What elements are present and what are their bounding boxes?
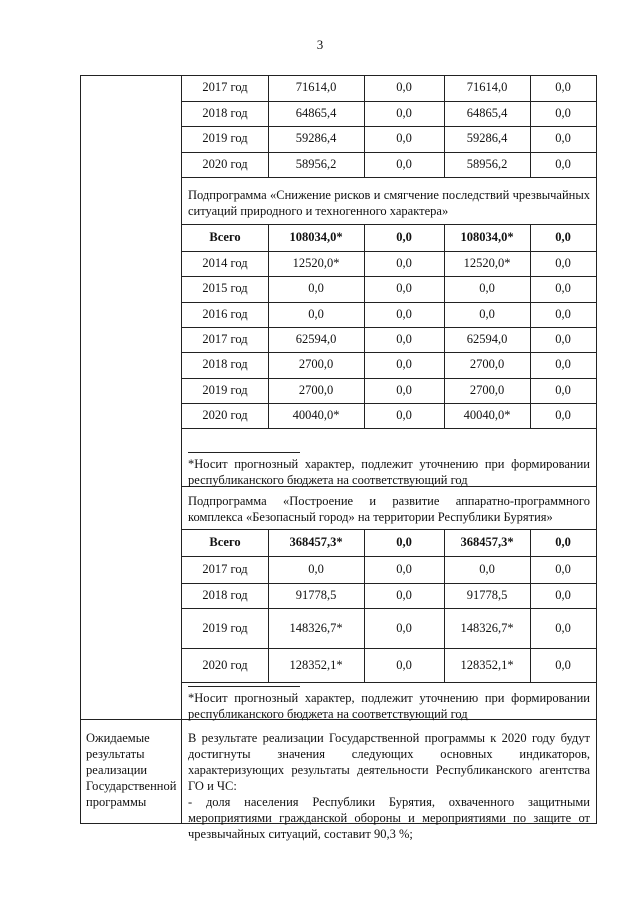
year-cell: 2014 год: [202, 256, 248, 271]
value-cell: 0,0: [396, 407, 412, 422]
value-cell: 64865,4: [295, 105, 337, 120]
year-cell: 2020 год: [202, 407, 248, 422]
value-cell: 40040,0*: [463, 407, 511, 422]
year-cell: 2018 год: [202, 357, 248, 372]
value-cell: 58956,2: [295, 156, 337, 171]
value-cell: 0,0: [308, 281, 324, 296]
footnote1-text: *Носит прогнозный характер, подлежит уточнению при формировании республиканского бюджета на соответствующий год: [188, 457, 590, 487]
footnote2-text: *Носит прогнозный характер, подлежит уточнению при формировании республиканского бюджета на соответствующий год: [188, 691, 590, 721]
value-cell: 59286,4: [295, 131, 337, 146]
value-cell: 0,0: [396, 80, 412, 95]
value-cell: 0,0: [555, 281, 571, 296]
value-cell: 2700,0: [298, 357, 334, 372]
value-cell: 0,0: [555, 407, 571, 422]
table2-rule: [182, 428, 596, 429]
value-cell: 2700,0: [469, 382, 505, 397]
value-cell: 128352,1*: [289, 657, 343, 672]
value-cell: 62594,0: [295, 332, 337, 347]
value-cell: 0,0: [479, 281, 495, 296]
value-cell: 58956,2: [466, 156, 508, 171]
value-cell: 71614,0: [295, 80, 337, 95]
value-cell: 62594,0: [466, 332, 508, 347]
value-cell: 0,0: [396, 256, 412, 271]
value-cell: 12520,0*: [463, 256, 511, 271]
value-cell: 2700,0: [469, 357, 505, 372]
value-cell: 0,0: [396, 306, 412, 321]
value-cell: 64865,4: [466, 105, 508, 120]
value-cell: 2700,0: [298, 382, 334, 397]
value-cell: 0,0: [555, 562, 571, 576]
value-cell: 91778,5: [295, 588, 337, 602]
value-cell: 0,0: [396, 105, 412, 120]
year-cell: 2018 год: [202, 105, 248, 120]
value-cell: 40040,0*: [292, 407, 340, 422]
value-cell: 0,0: [396, 382, 412, 397]
value-cell: 0,0: [479, 562, 495, 576]
value-cell: 0,0: [555, 80, 571, 95]
value-cell: 368457,3*: [460, 535, 514, 549]
expected-results-label: Ожидаемые результаты реализации Государственной программы: [86, 731, 177, 809]
value-cell: 0,0: [396, 357, 412, 372]
value-cell: 0,0: [555, 156, 571, 171]
value-cell: 0,0: [555, 382, 571, 397]
value-cell: 0,0: [555, 620, 571, 635]
year-cell: 2020 год: [202, 657, 248, 672]
year-cell: 2019 год: [202, 620, 248, 635]
value-cell: 0,0: [479, 306, 495, 321]
value-cell: 0,0: [396, 332, 412, 347]
table3-rule: [182, 682, 596, 683]
year-cell: Всего: [209, 535, 241, 549]
value-cell: 0,0: [396, 281, 412, 296]
year-cell: 2017 год: [202, 562, 248, 576]
value-cell: 0,0: [555, 230, 571, 244]
value-cell: 108034,0*: [460, 230, 514, 244]
year-cell: 2016 год: [202, 306, 248, 321]
value-cell: 0,0: [396, 131, 412, 146]
left-column: [80, 75, 182, 824]
value-cell: 0,0: [555, 535, 571, 549]
value-cell: 0,0: [555, 256, 571, 271]
value-cell: 0,0: [308, 562, 324, 576]
year-cell: Всего: [209, 230, 241, 244]
page-number: 3: [316, 37, 324, 52]
value-cell: 0,0: [396, 562, 412, 576]
value-cell: 0,0: [555, 105, 571, 120]
subprogram1-title: Подпрограмма «Снижение рисков и смягчение последствий чрезвычайных ситуаций природного и техногенного характера»: [188, 188, 590, 218]
subprogram2-title: Подпрограмма «Построение и развитие аппаратно-программного комплекса «Безопасный город» на территории Республики Бурятия»: [188, 494, 590, 524]
value-cell: 0,0: [396, 588, 412, 602]
year-cell: 2015 год: [202, 281, 248, 296]
value-cell: 0,0: [555, 306, 571, 321]
value-cell: 108034,0*: [289, 230, 343, 244]
value-cell: 128352,1*: [460, 657, 514, 672]
year-cell: 2020 год: [202, 156, 248, 171]
footnote1-rule: [188, 452, 300, 453]
year-cell: 2018 год: [202, 588, 248, 602]
value-cell: 0,0: [396, 657, 412, 672]
table1-rule: [182, 177, 596, 178]
value-cell: 0,0: [555, 332, 571, 347]
value-cell: 12520,0*: [292, 256, 340, 271]
value-cell: 148326,7*: [460, 620, 514, 635]
value-cell: 0,0: [555, 588, 571, 602]
footnote2-rule: [188, 686, 300, 687]
value-cell: 0,0: [396, 535, 412, 549]
value-cell: 0,0: [555, 357, 571, 372]
value-cell: 0,0: [555, 131, 571, 146]
year-cell: 2019 год: [202, 131, 248, 146]
expected-results-text: В результате реализации Государственной программы к 2020 году будут достигнуты значения следующих основных индикаторов, характеризующих результаты деятельности Республиканского агентства ГО и ЧС: - доля населения Республики Бурятия, охваченного защитными мероприятиями гражданской обороны и мероприятиями по защите от чрезвычайных ситуаций, составит 90,3 %;: [188, 731, 590, 841]
value-cell: 71614,0: [466, 80, 508, 95]
value-cell: 148326,7*: [289, 620, 343, 635]
value-cell: 0,0: [396, 620, 412, 635]
value-cell: 0,0: [396, 230, 412, 244]
value-cell: 368457,3*: [289, 535, 343, 549]
year-cell: 2017 год: [202, 80, 248, 95]
value-cell: 0,0: [396, 156, 412, 171]
value-cell: 91778,5: [466, 588, 508, 602]
value-cell: 0,0: [308, 306, 324, 321]
year-cell: 2019 год: [202, 382, 248, 397]
year-cell: 2017 год: [202, 332, 248, 347]
value-cell: 59286,4: [466, 131, 508, 146]
value-cell: 0,0: [555, 657, 571, 672]
